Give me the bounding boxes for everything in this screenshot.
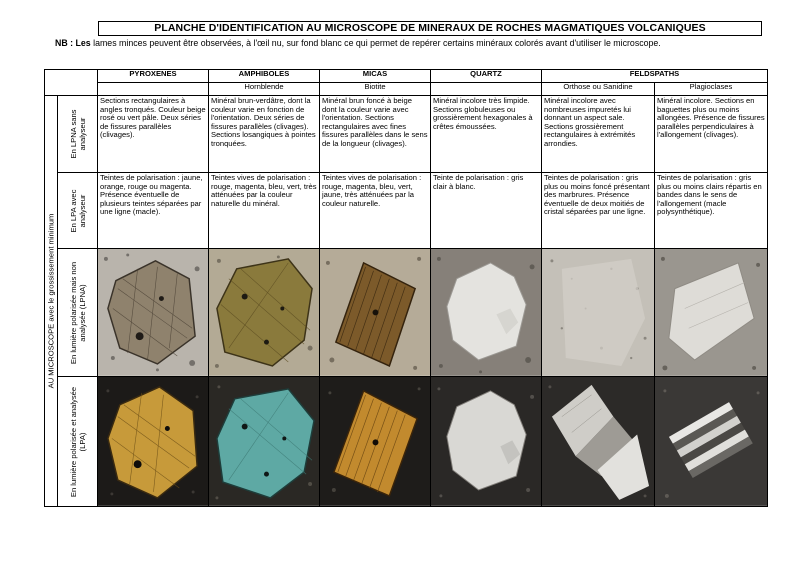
cell-lpna-orthose: Minéral incolore avec nombreuses impuretés lui donnant un aspect sale. Sections grossièrement rectangulaires à extrémités arrondies. — [542, 96, 655, 173]
photo-lpna-quartz — [431, 249, 542, 377]
row-group-label: AU MICROSCOPE avec le grossissement minimum — [45, 96, 58, 507]
photo-lpna-plagioclases — [655, 249, 768, 377]
photo-lpa-quartz — [431, 377, 542, 507]
row-label-lpa: En LPA avec analyseur — [58, 173, 98, 249]
micrograph-image — [320, 249, 430, 376]
micrograph-image — [431, 249, 541, 376]
corner-cell — [45, 70, 98, 96]
subheader-biotite: Biotite — [320, 83, 431, 96]
subheader-hornblende: Hornblende — [209, 83, 320, 96]
note — [55, 38, 767, 49]
col-header-micas: MICAS — [320, 70, 431, 83]
photo-lpa-orthose — [542, 377, 655, 507]
subheader-plagioclases: Plagioclases — [655, 83, 768, 96]
cell-lpna-plagioclases: Minéral incolore. Sections en baguettes plus ou moins allongées. Présence de fissures parallèles perpendiculaires à l'allongement (clivages). — [655, 96, 768, 173]
photo-lpna-pyroxenes — [98, 249, 209, 377]
micrograph-image — [655, 377, 767, 506]
micrograph-image — [98, 377, 208, 506]
micrograph-image — [209, 249, 319, 376]
photo-lpa-amphiboles — [209, 377, 320, 507]
cell-lpna-amphiboles: Minéral brun-verdâtre, dont la couleur varie en fonction de l'orientation. Deux séries de fissures parallèles (clivages). Sections losangiques à pointes tronquées. — [209, 96, 320, 173]
micrograph-image — [98, 249, 208, 376]
photo-lpna-micas — [320, 249, 431, 377]
row-label-photo-lpna: En lumière polarisée mais non analysée (LPNA) — [58, 249, 98, 377]
cell-lpa-orthose: Teintes de polarisation : gris plus ou moins foncé présentant des marbrures. Présence éventuelle de deux moitiés de cristal séparées par une ligne. — [542, 173, 655, 249]
page-title: PLANCHE D'IDENTIFICATION AU MICROSCOPE DE MINERAUX DE ROCHES MAGMATIQUES VOLCANIQUES — [98, 21, 762, 36]
micrograph-image — [320, 377, 430, 506]
cell-lpa-plagioclases: Teintes de polarisation : gris plus ou moins clairs répartis en bandes dans le sens de l'allongement (macle polysynthétique). — [655, 173, 768, 249]
cell-lpna-quartz: Minéral incolore très limpide. Sections globuleuses ou grossièrement hexagonales à crêtes émoussées. — [431, 96, 542, 173]
micrograph-image — [542, 377, 654, 506]
identification-table — [44, 69, 768, 507]
subheader-quartz — [431, 83, 542, 96]
row-label-photo-lpa: En lumière polarisée et analysée (LPA) — [58, 377, 98, 507]
cell-lpna-pyroxenes: Sections rectangulaires à angles tronqués. Couleur beige rosé ou vert pâle. Deux séries de fissures parallèles (clivages). — [98, 96, 209, 173]
col-header-quartz: QUARTZ — [431, 70, 542, 83]
note-text: lames minces peuvent être observées, à l'œil nu, sur fond blanc ce qui permet de repérer certains minéraux colorés avant d'utiliser le microscope. — [90, 38, 661, 48]
micrograph-image — [655, 249, 767, 376]
photo-lpa-plagioclases — [655, 377, 768, 507]
photo-lpna-orthose — [542, 249, 655, 377]
photo-lpna-amphiboles — [209, 249, 320, 377]
cell-lpa-amphiboles: Teintes vives de polarisation : rouge, magenta, bleu, vert, très atténuées par la couleur naturelle du minéral. — [209, 173, 320, 249]
col-header-feldspaths: FELDSPATHS — [542, 70, 768, 83]
photo-lpa-micas — [320, 377, 431, 507]
note-prefix: NB : Les — [55, 38, 91, 48]
micrograph-image — [431, 377, 541, 506]
cell-lpa-quartz: Teinte de polarisation : gris clair à blanc. — [431, 173, 542, 249]
cell-lpna-micas: Minéral brun foncé à beige dont la couleur varie avec l'orientation. Sections rectangulaires avec fines fissures parallèles dans le sens de la longueur (clivages). — [320, 96, 431, 173]
col-header-pyroxenes: PYROXENES — [98, 70, 209, 83]
subheader-pyroxenes — [98, 83, 209, 96]
row-label-lpna: En LPNA sans analyseur — [58, 96, 98, 173]
micrograph-image — [542, 249, 654, 376]
col-header-amphiboles: AMPHIBOLES — [209, 70, 320, 83]
photo-lpa-pyroxenes — [98, 377, 209, 507]
cell-lpa-pyroxenes: Teintes de polarisation : jaune, orange, rouge ou magenta. Présence éventuelle de plusieurs teintes séparées par une ligne (macle). — [98, 173, 209, 249]
micrograph-image — [209, 377, 319, 506]
subheader-orthose: Orthose ou Sanidine — [542, 83, 655, 96]
cell-lpa-micas: Teintes vives de polarisation : rouge, magenta, bleu, vert, jaune, très atténuées par la couleur naturelle. — [320, 173, 431, 249]
